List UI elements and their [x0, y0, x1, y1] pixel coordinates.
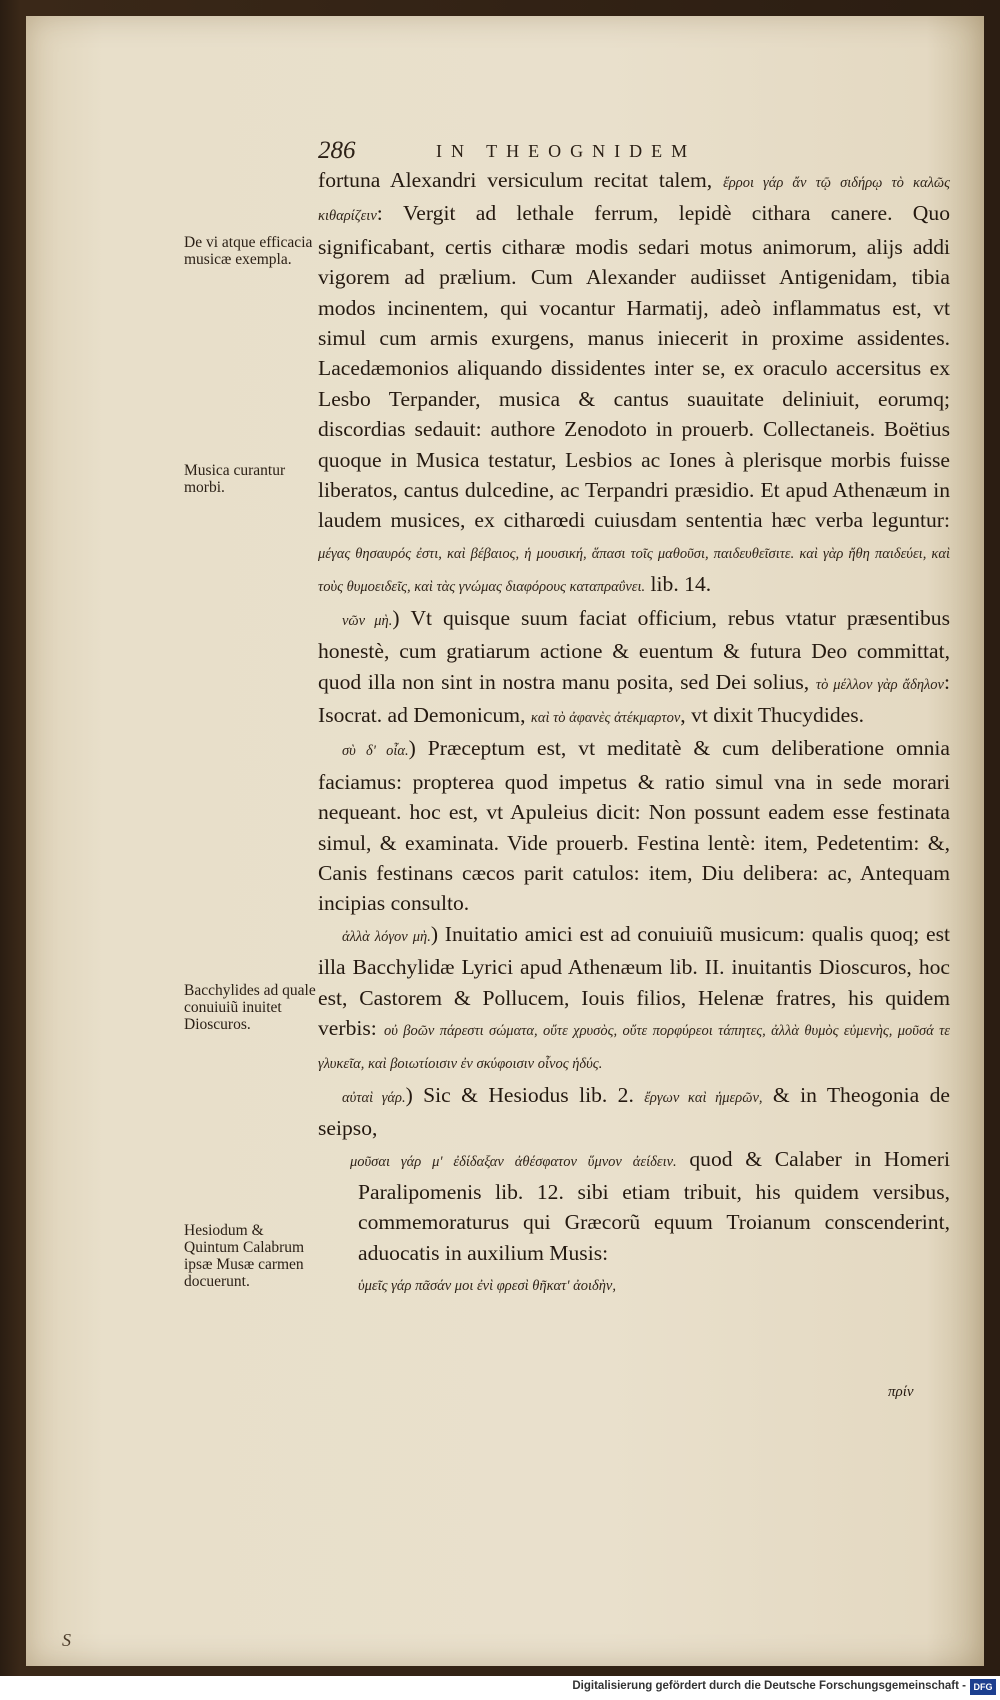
paragraph [318, 1080, 950, 1144]
greek-quote: ἔρροι γάρ ἄν τῷ σιδήρῳ τὸ καλῶς κιθαρίζειν [318, 175, 950, 225]
dfg-logo: DFG [970, 1679, 996, 1695]
text-run: ) Sic & Hesiodus lib. 2. [405, 1082, 645, 1107]
greek-quote: τὸ μέλλον γὰρ ἄδηλον [815, 676, 944, 693]
page-number: 286 [318, 137, 356, 164]
text-run: fortuna Alexandri versiculum recitat talem, [318, 168, 724, 192]
text-run: lib. 14. [645, 572, 712, 597]
text-run: , vt dixit Thucydides. [680, 702, 865, 727]
margin-note-music-examples: De vi atque efficacia musicæ exempla. [184, 234, 313, 268]
text-run: & in Theogonia de seipso, [318, 1082, 950, 1141]
margin-note-music-cures: Musica curantur morbi. [184, 462, 286, 496]
paragraph [318, 1144, 950, 1269]
footer-strip [0, 1676, 1000, 1700]
greek-quote: ἔργων καὶ ἡμερῶν, [644, 1089, 763, 1106]
margin-note-hesiod: Hesiodum & Quintum Calabrum ipsæ Musæ carmen docuerunt. [184, 1222, 305, 1290]
text-run: : Vergit ad lethale ferrum, lepidè cithara canere. Quo significabant, certis citharæ modis sedari motus animorum, alijs addi vigorem ad prælium. Cum Alexander audiisset Antigenidam, tibia modos incinentem, qui vocantur Harmatij, adeò inflammatus est, vt simul cum armis exurgens, manus iniecerit in proxime assidentes. Lacedæmonios aliquando dissidentes inter se, ex oraculo accersitus ex Lesbo Terpander, musica & cantus suauitate deliniuit, eorumq; discordias sedauit: authore Zenodoto in prouerb. Collectaneis. Boëtius quoque in Musica testatur, Lesbios ac Iones à plerisque morbis fuisse liberatos, cantus dulcedine, ac Terpandri præsidio. Et apud Athenæum in laudem musices, ex citharœdi cuiusdam sententia hæc verba leguntur: [318, 201, 950, 533]
greek-quote: μέγας θησαυρός ἐστι, καὶ βέβαιος, ἡ μουσική, ἅπασι τοῖς μαθοῦσι, παιδευθεῖσιτε. καὶ γὰρ ἤθη παιδεύει, καὶ τοὺς θυμοειδεῖς, καὶ τὰς γνώμας διαφόρους καταπραΰνει. [318, 545, 950, 596]
paragraph [318, 733, 950, 918]
text-run: ) Præceptum est, vt meditatè & cum deliberatione omnia faciamus: propterea quod impetus & ratio simul vna in sede morari nequeant. hoc est, vt Apuleius dicit: Non possunt eadem esse festinata simul, & examinata. Vide prouerb. Festina lentè: item, Pedetentim: &, Canis festinans cæcos parit catulos: item, Diu delibera: ac, Antequam incipias consulto. [318, 736, 950, 916]
lemma: ἀλλὰ λόγον μὴ. [342, 928, 431, 945]
text-run: : Isocrat. ad Demonicum, [318, 669, 950, 727]
signature-mark: S [62, 1630, 71, 1650]
digitization-credit: Digitalisierung gefördert durch die Deutsche Forschungsgemeinschaft - [572, 1680, 966, 1692]
lemma: σὺ δ' οἶα. [342, 743, 409, 760]
text-run: ) Vt quisque suum faciat officium, rebus vtatur præsentibus honestè, cum gratiarum actione & euentum & futura Deo committat, quod illa non sint in nostra manu posita, sed Dei solius, [318, 605, 950, 694]
lemma: αὐταὶ γάρ. [342, 1089, 406, 1106]
main-text [318, 165, 950, 1395]
paragraph [318, 603, 950, 734]
text-run: quod & Calaber in Homeri Paralipomenis lib. 12. sibi etiam tribuit, his quidem versibus, commemoraturus qui Græcorũ equum Troianum conscenderint, aduocatis in auxilium Musis: [358, 1146, 950, 1265]
margin-note-bacchylides: Bacchylides ad quale conuiuiũ inuitet Dioscuros. [184, 982, 316, 1033]
running-title: IN THEOGNIDEM [436, 141, 697, 161]
text-run: ) Inuitatio amici est ad conuiuiũ musicum: qualis quoq; est illa Bacchylidæ Lyrici apud Athenæum lib. II. inuitantis Dioscuros, hoc est, Castorem & Pollucem, Iouis filios, Helenæ fratres, his quidem verbis: [318, 921, 950, 1040]
greek-verse: μοῦσαι γάρ μ' ἐδίδαξαν ἀθέσφατον ὕμνον ἀείδειν. [350, 1153, 677, 1170]
paragraph [318, 1268, 950, 1301]
catchword: πρίν [888, 1384, 914, 1400]
paragraph [318, 165, 950, 603]
greek-quote: οὐ βοῶν πάρεστι σώματα, οὔτε χρυσὸς, οὔτε πορφύρεοι τάπητες, ἀλλὰ θυμὸς εὐμενὴς, μοῦσά τε γλυκεῖα, καὶ βοιωτίοισιν ἐν σκύφοισιν οἶνος ἡδύς. [318, 1022, 951, 1073]
paragraph [318, 919, 950, 1080]
lemma: νῶν μὴ. [342, 612, 393, 629]
page-header [318, 137, 878, 167]
greek-quote: καὶ τὸ ἀφανὲς ἀτέκμαρτον [530, 709, 681, 726]
greek-verse: ὑμεῖς γάρ πᾶσάν μοι ἐνὶ φρεσὶ θῆκατ' ἀοιδὴν, [358, 1278, 616, 1295]
